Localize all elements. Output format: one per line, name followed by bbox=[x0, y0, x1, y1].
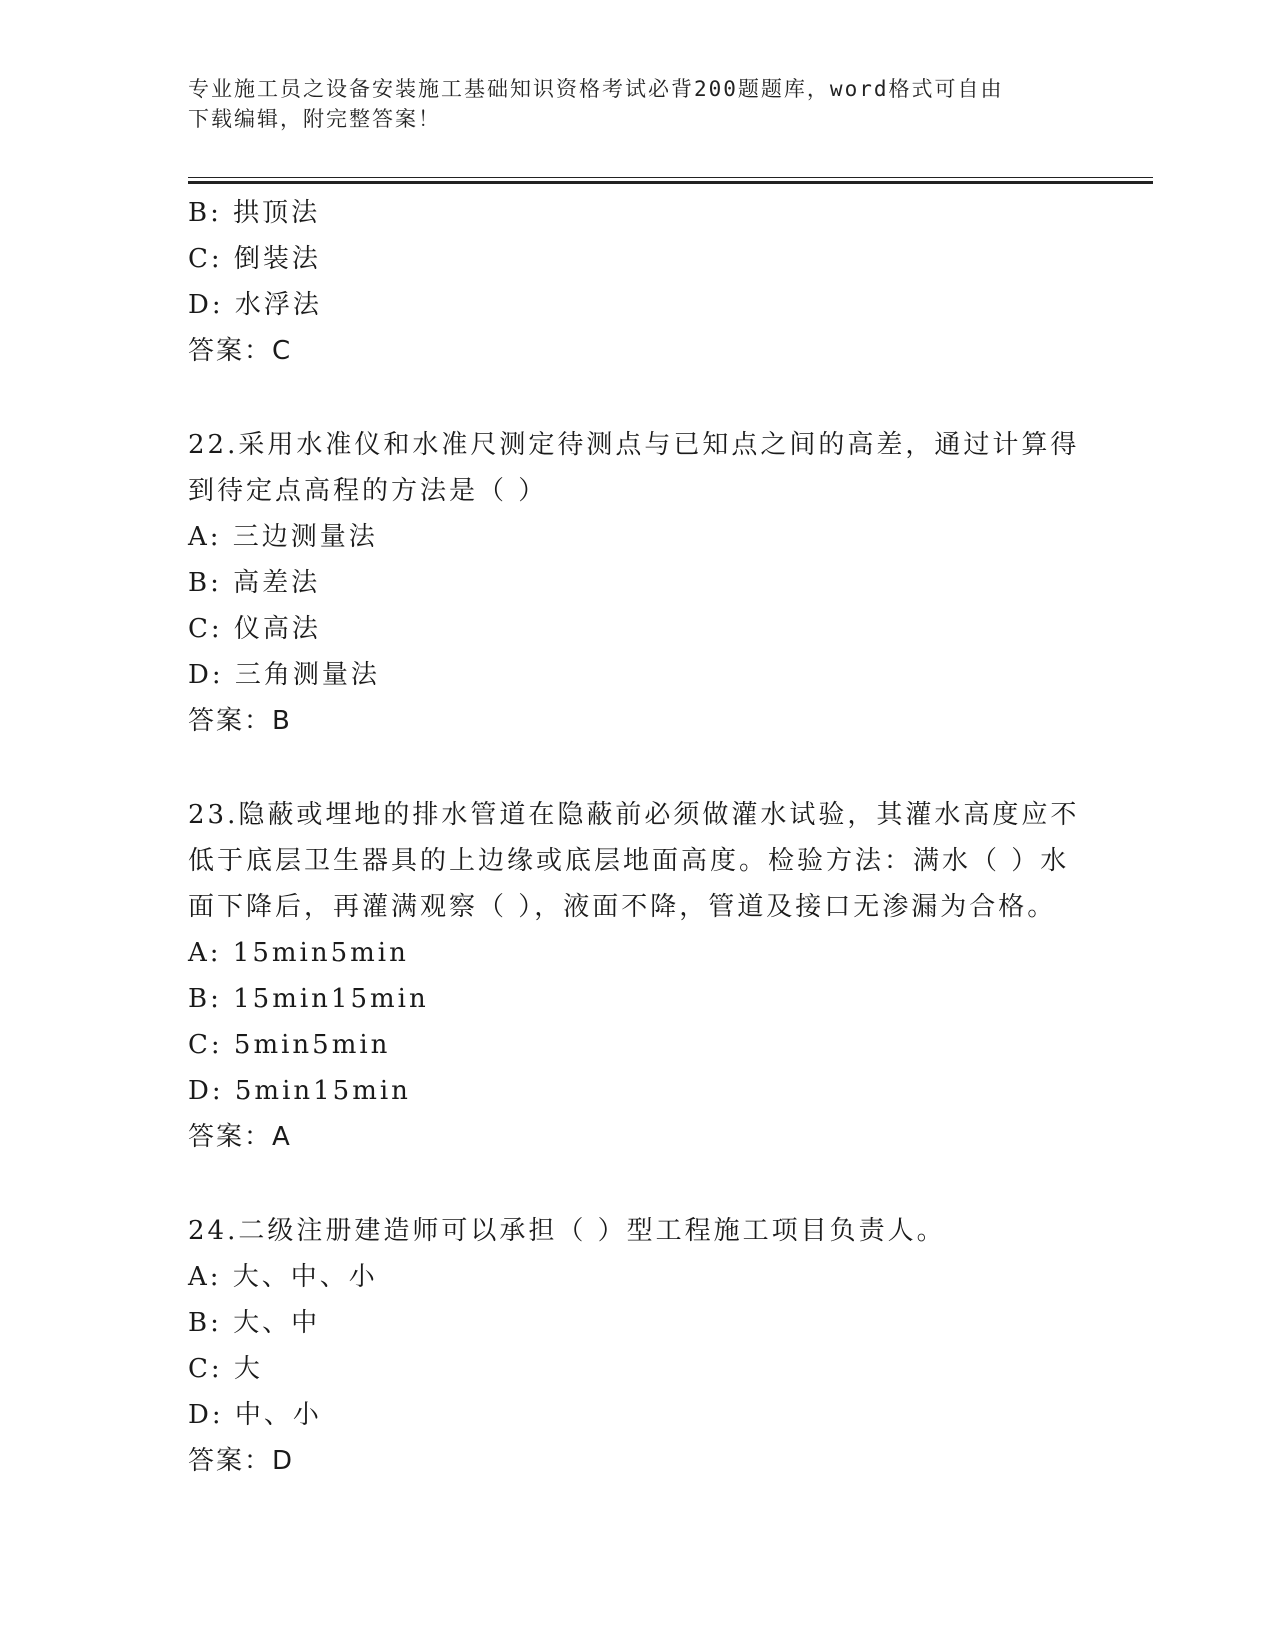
question-text-line: 面下降后，再灌满观察（ ），液面不降，管道及接口无渗漏为合格。 bbox=[188, 892, 1057, 922]
question-list bbox=[188, 190, 1088, 1484]
answer-line: 答案：A bbox=[188, 1122, 292, 1152]
option-d: D: 三角测量法 bbox=[188, 660, 380, 690]
document-header bbox=[188, 74, 1068, 134]
option-a: A: 大、中、小 bbox=[188, 1262, 378, 1292]
question-text-line: 24.二级注册建造师可以承担（ ）型工程施工项目负责人。 bbox=[188, 1216, 946, 1246]
question-text-line: 23.隐蔽或埋地的排水管道在隐蔽前必须做灌水试验，其灌水高度应不 bbox=[188, 800, 1080, 830]
option-c: C: 仪高法 bbox=[188, 614, 321, 644]
header-line-1: 专业施工员之设备安装施工基础知识资格考试必背200题题库，word格式可自由 bbox=[188, 77, 1004, 101]
option-b: B: 高差法 bbox=[188, 568, 321, 598]
answer-line: 答案：D bbox=[188, 1446, 295, 1476]
option-d: D: 水浮法 bbox=[188, 290, 322, 320]
question-text-line: 到待定点高程的方法是（ ） bbox=[188, 476, 548, 506]
option-b: B: 15min15min bbox=[188, 984, 429, 1014]
option-c: C: 倒装法 bbox=[188, 244, 321, 274]
answer-line: 答案：B bbox=[188, 706, 292, 736]
header-line-2: 下载编辑，附完整答案！ bbox=[188, 107, 441, 131]
option-b: B: 大、中 bbox=[188, 1308, 321, 1338]
question-23 bbox=[188, 792, 1088, 1160]
header-rule-thin bbox=[188, 177, 1153, 178]
question-24 bbox=[188, 1208, 1088, 1484]
option-d: D: 中、小 bbox=[188, 1400, 322, 1430]
option-b: B: 拱顶法 bbox=[188, 198, 321, 228]
option-c: C: 大 bbox=[188, 1354, 263, 1384]
option-a: A: 三边测量法 bbox=[188, 522, 378, 552]
answer-line: 答案：C bbox=[188, 336, 293, 366]
question-text-line: 22.采用水准仪和水准尺测定待测点与已知点之间的高差，通过计算得 bbox=[188, 430, 1080, 460]
question-text-line: 低于底层卫生器具的上边缘或底层地面高度。检验方法：满水（ ）水 bbox=[188, 846, 1070, 876]
option-c: C: 5min5min bbox=[188, 1030, 391, 1060]
option-a: A: 15min5min bbox=[188, 938, 409, 968]
question-22 bbox=[188, 422, 1088, 744]
header-rule-thick bbox=[188, 181, 1153, 184]
question-21-tail bbox=[188, 190, 1088, 374]
option-d: D: 5min15min bbox=[188, 1076, 411, 1106]
